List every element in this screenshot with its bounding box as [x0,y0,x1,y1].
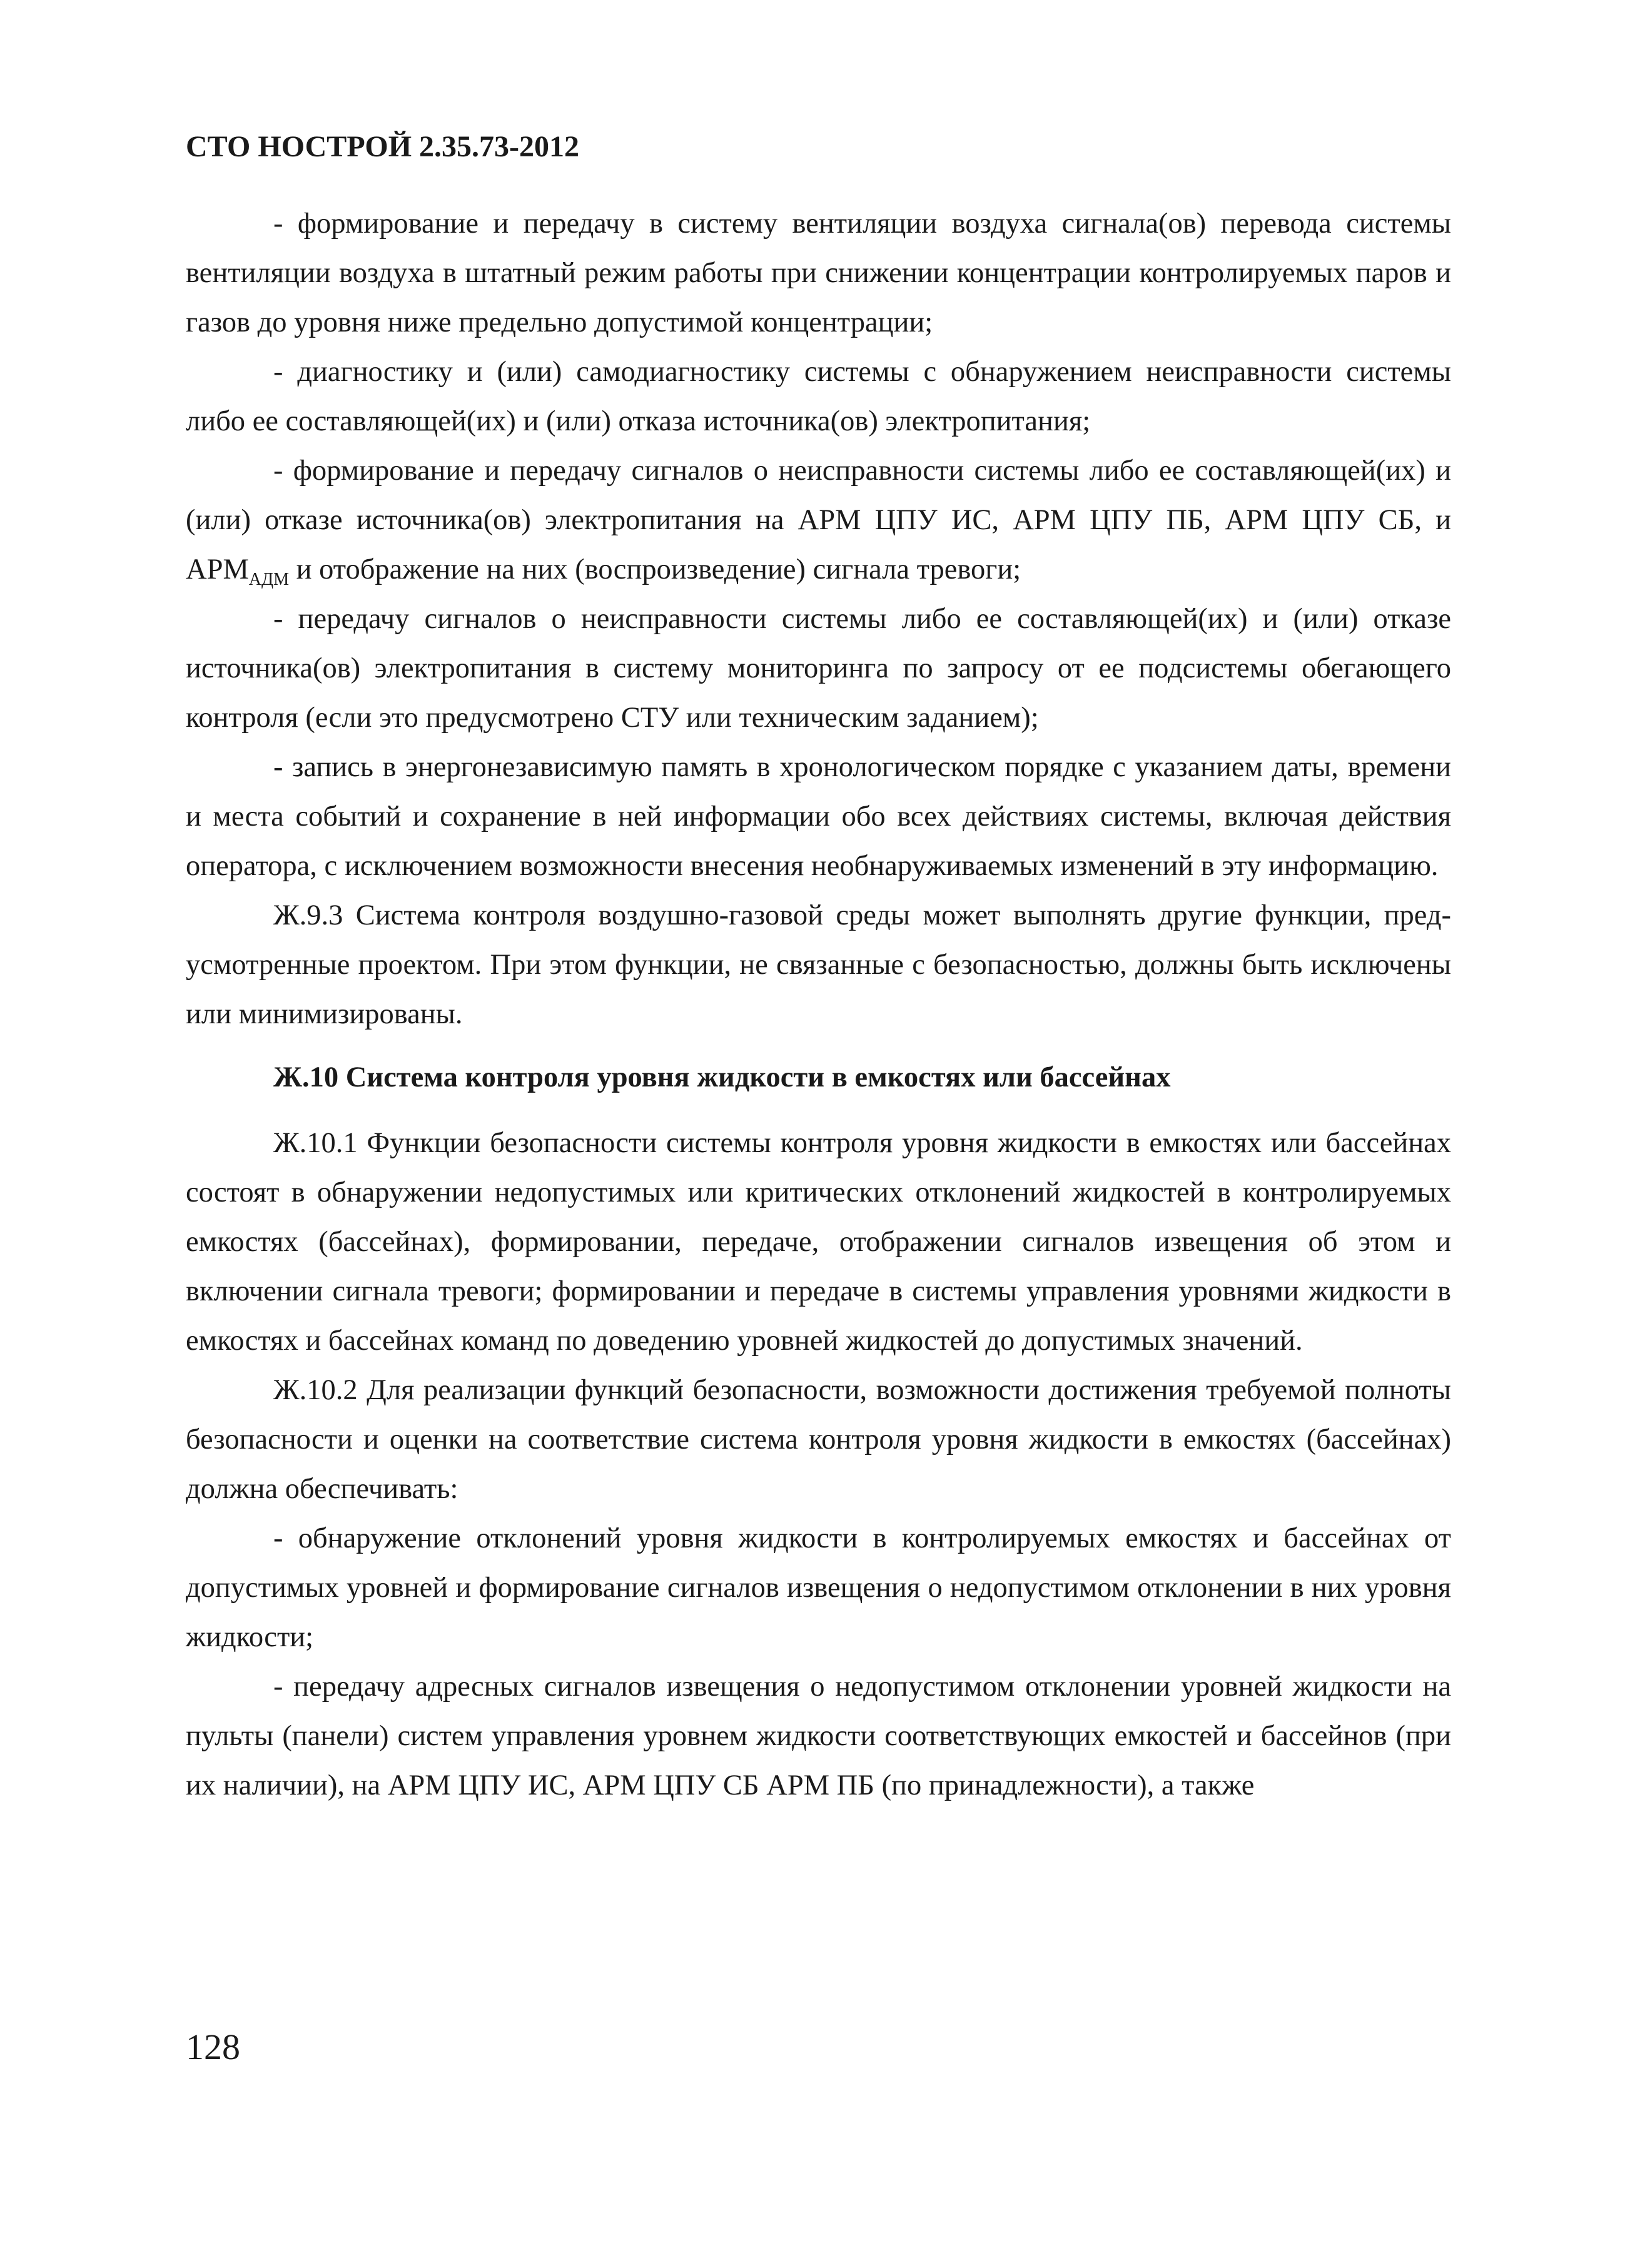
paragraph-event-log: - запись в энергонезависимую память в хронологическом порядке с указанием даты, времени и места событий и сохранение в ней информации обо всех действиях системы, включая действия оператора, с исключением возможности внесения необнаруживаемых изменений в эту информацию. [186,751,1451,882]
paragraph-safety-functions: Ж.10.1 Функции безопасности системы контроля уровня жидкости в емкостях или бассейнах состоят в обнаружении недопустимых или критических отклонений жидкостей в контролируемых емкостях (бассейнах), формировании, передаче, отображении сигналов извещения об этом и включении сигнала тревоги; формировании и передаче в системы управления уровнями жидкости в емкостях и бассейнах команд по доведению уровней жидкостей до допустимых значений. [186,1127,1451,1357]
paragraph-diagnostics: - диагностику и (или) самодиагностику системы с обнаружением неисправности системы либо ее составляющей(их) и (или) отказа источника(ов) электропитания; [186,356,1451,437]
paragraph-other-functions: Ж.9.3 Система контроля воздушно-газовой среды может выполнять другие функции, предусмотренные проектом. При этом функции, не связанные с безопасностью, должны быть исключены или минимизированы. [186,899,1451,1030]
paragraph-deviation-detection: - обнаружение отклонений уровня жидкости в контролируемых емкостях и бассейнах от допустимых уровней и формирование сигналов извещения о недопустимом отклонении в них уровня жидкости; [186,1522,1451,1653]
fault-signals-text-end: и отображение на них (воспроизведение) сигнала тревоги; [289,554,1021,585]
document-header: СТО НОСТРОЙ 2.35.73-2012 [186,130,580,163]
document-body [186,199,1451,1810]
page-number: 128 [186,2027,240,2067]
paragraph-ventilation-signal: - формирование и передачу в систему вентиляции воздуха сигнала(ов) перевода системы вентиляции воздуха в штатный режим работы при снижении концентрации контролируемых паров и газов до уровня ниже предельно допустимой концентрации; [186,208,1451,338]
section-heading: Ж.10 Система контроля уровня жидкости в емкостях или бассейнах [273,1061,1171,1093]
fault-signals-text: - формирование и передачу сигналов о неисправности системы либо ее составляющей(их) и (или) отказе источника(ов) электропитания на АРМ ЦПУ ИС, АРМ ЦПУ ПБ, АРМ ЦПУ СБ, и АРМ [186,455,1451,585]
paragraph-address-signals: - передачу адресных сигналов извещения о недопустимом отклонении уровней жидкости на пульты (панели) систем управления уровнем жидкости соответствующих емкостей и бассейнов (при их наличии), на АРМ ЦПУ ИС, АРМ ЦПУ СБ АРМ ПБ (по принадлежности), а также [186,1671,1451,1801]
adm-subscript: АДМ [248,570,290,589]
paragraph-requirements: Ж.10.2 Для реализации функций безопасности, возможности достижения требуемой полноты безопасности и оценки на соответствие система контроля уровня жидкости в емкостях (бассейнах) должна обеспечивать: [186,1374,1451,1505]
paragraph-monitoring-transfer: - передачу сигналов о неисправности системы либо ее составляющей(их) и (или) отказе источника(ов) электропитания в систему мониторинга по запросу от ее подсистемы обегающего контроля (если это предусмотрено СТУ или техническим заданием); [186,603,1451,734]
paragraph-fault-signals [186,446,1451,594]
